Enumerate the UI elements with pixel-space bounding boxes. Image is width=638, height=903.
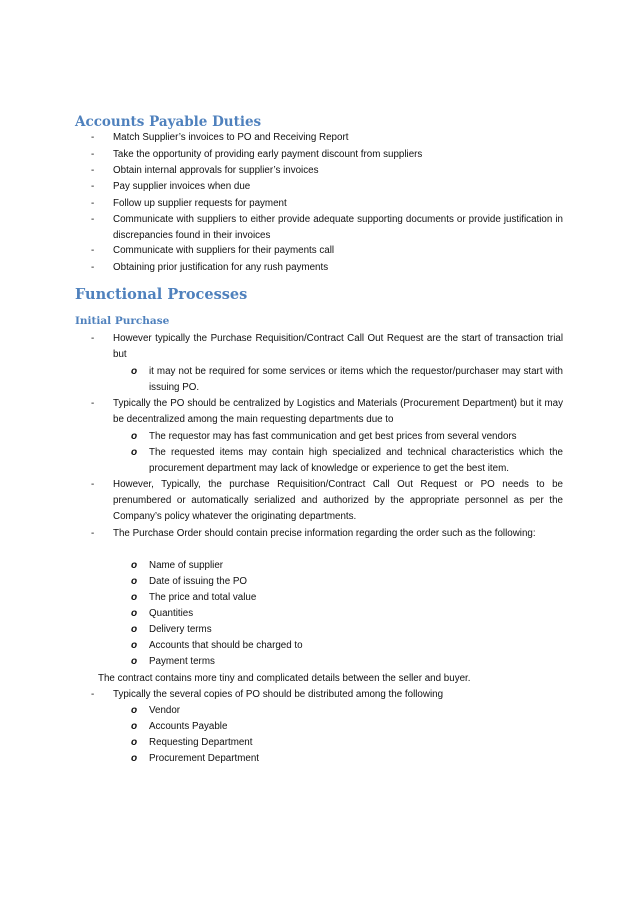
ap-duty-item: Obtaining prior justification for any rush payments: [113, 262, 329, 273]
po-content-item: Accounts that should be charged to: [149, 640, 303, 651]
ap-duty-item: Follow up supplier requests for payment: [113, 198, 287, 209]
bullet-marker: o: [131, 737, 138, 748]
bullet-marker: o: [131, 366, 138, 377]
po-content-item: Name of supplier: [149, 560, 224, 571]
bullet-marker: o: [131, 431, 138, 442]
bullet-marker: o: [131, 721, 138, 732]
po-content-item: The price and total value: [149, 592, 257, 603]
bullet-marker: o: [131, 592, 138, 603]
bullet-marker: o: [131, 560, 138, 571]
bullet-marker: o: [131, 608, 138, 619]
dash-marker: -: [91, 398, 95, 409]
po-content-item: Delivery terms: [149, 624, 212, 635]
dash-marker: -: [91, 262, 95, 273]
ap-duty-item: Pay supplier invoices when due: [113, 181, 251, 192]
dash-marker: -: [91, 198, 95, 209]
bullet-marker: o: [131, 576, 138, 587]
bullet-marker: o: [131, 656, 138, 667]
paragraph-prenumbered: However, Typically, the purchase Requisition/Contract Call Out Request or PO needs to be prenumbered or automatically serialized and authorized by the appropriate personnel as per the Company’s policy whatever the originating departments.: [113, 479, 563, 523]
dash-marker: -: [91, 245, 95, 256]
dash-marker: -: [91, 132, 95, 143]
distribution-item: Accounts Payable: [149, 721, 228, 732]
dash-marker: -: [91, 689, 95, 700]
sub-item-no-requisition: it may not be required for some services or items which the requestor/purchaser may start with issuing PO.: [149, 366, 563, 394]
ap-duty-item: Communicate with suppliers for their payments call: [113, 245, 335, 256]
po-content-item: Date of issuing the PO: [149, 576, 248, 587]
sub-item-reason: The requested items may contain high specialized and technical characteristics which the procurement department may lack of knowledge or experience to get the best item.: [149, 447, 563, 475]
paragraph-po-contents: The Purchase Order should contain precise information regarding the order such as the following:: [113, 528, 536, 539]
bullet-marker: o: [131, 705, 138, 716]
ap-duty-item: Match Supplier’s invoices to PO and Receiving Report: [113, 132, 349, 143]
contract-note: The contract contains more tiny and complicated details between the seller and buyer.: [98, 673, 471, 684]
paragraph-requisition-start: However typically the Purchase Requisition/Contract Call Out Request are the start of transaction trial but: [113, 333, 563, 361]
bullet-marker: o: [131, 447, 138, 458]
ap-duty-item: Obtain internal approvals for supplier’s invoices: [113, 165, 319, 176]
dash-marker: -: [91, 479, 95, 490]
dash-marker: -: [91, 333, 95, 344]
dash-marker: -: [91, 214, 95, 225]
sub-item-reason: The requestor may has fast communication and get best prices from several vendors: [149, 431, 517, 442]
dash-marker: -: [91, 165, 95, 176]
ap-duty-item: Communicate with suppliers to either provide adequate supporting documents or provide justification in discrepancies found in their invoices: [113, 214, 563, 242]
paragraph-po-distribution: Typically the several copies of PO should be distributed among the following: [113, 689, 444, 700]
bullet-marker: o: [131, 640, 138, 651]
section-heading-functional-processes: Functional Processes: [75, 286, 248, 303]
subheading-initial-purchase: Initial Purchase: [75, 315, 170, 327]
distribution-item: Procurement Department: [149, 753, 259, 764]
ap-duty-item: Take the opportunity of providing early payment discount from suppliers: [113, 149, 423, 160]
bullet-marker: o: [131, 753, 138, 764]
distribution-item: Vendor: [149, 705, 181, 716]
po-content-item: Payment terms: [149, 656, 215, 667]
paragraph-po-centralization: Typically the PO should be centralized by Logistics and Materials (Procurement Department) but it may be decentralized among the main requesting departments due to: [113, 398, 563, 426]
dash-marker: -: [91, 528, 95, 539]
section-heading-ap-duties: Accounts Payable Duties: [75, 114, 262, 130]
dash-marker: -: [91, 181, 95, 192]
dash-marker: -: [91, 149, 95, 160]
bullet-marker: o: [131, 624, 138, 635]
distribution-item: Requesting Department: [149, 737, 253, 748]
po-content-item: Quantities: [149, 608, 194, 619]
